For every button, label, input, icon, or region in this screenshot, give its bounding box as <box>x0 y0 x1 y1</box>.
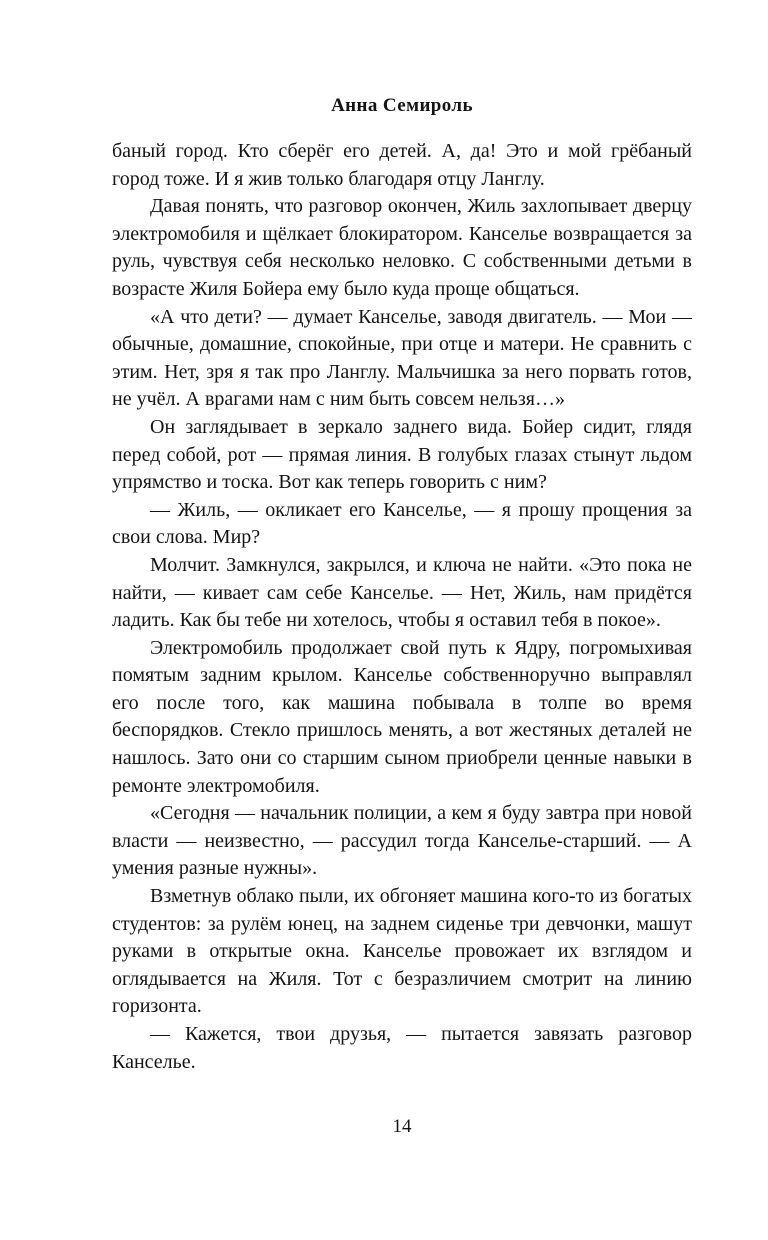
paragraph: баный город. Кто сберёг его детей. А, да! Это и мой грёбаный город тоже. И я жив только благодаря отцу Ланглу. <box>112 140 692 190</box>
body-text <box>112 138 692 1076</box>
paragraph: — Кажется, твои друзья, — пытается завязать разговор Канселье. <box>112 1023 692 1073</box>
paragraph: Давая понять, что разговор окончен, Жиль захлопывает дверцу электромобиля и щёлкает блокиратором. Канселье возвращается за руль, чувствуя себя несколько неловко. С собственными детьми в возрасте Жиля Бойера ему было куда проще общаться. <box>112 195 692 300</box>
paragraph: «А что дети? — думает Канселье, заводя двигатель. — Мои — обычные, домашние, спокойные, при отце и матери. Не сравнить с этим. Нет, зря я так про Ланглу. Мальчишка за него порвать готов, не учёл. А врагами нам с ним быть совсем нельзя…» <box>112 305 692 411</box>
paragraph: — Жиль, — окликает его Канселье, — я прошу прощения за свои слова. Мир? <box>112 498 692 549</box>
page-number: 14 <box>392 1116 412 1137</box>
running-head: Анна Семироль <box>331 95 473 116</box>
paragraph: Он заглядывает в зеркало заднего вида. Бойер сидит, глядя перед собой, рот — прямая линия. В голубых глазах стынут льдом упрямство и тоска. Вот как теперь говорить с ним? <box>112 415 692 494</box>
paragraph: Молчит. Замкнулся, закрылся, и ключа не найти. «Это пока не найти, — кивает сам себе Канселье. — Нет, Жиль, нам придётся ладить. Как бы тебе ни хотелось, чтобы я оставил тебя в покое». <box>112 553 692 632</box>
paragraph: Электромобиль продолжает свой путь к Ядру, погромыхивая помятым задним крылом. Канселье собственноручно выправлял его после того, как машина побывала в толпе во время беспорядков. Стекло пришлось менять, а вот жестяных деталей не нашлось. Зато они со старшим сыном приобрели ценные навыки в ремонте электромобиля. <box>112 636 692 797</box>
paragraph: Взметнув облако пыли, их обгоняет машина кого-то из богатых студентов: за рулём юнец, на заднем сиденье три девчонки, машут руками в открытые окна. Канселье провожает их взглядом и оглядывается на Жиля. Тот с безразличием смотрит на линию горизонта. <box>112 885 692 1018</box>
paragraph: «Сегодня — начальник полиции, а кем я буду завтра при новой власти — неизвестно, — рассудил тогда Канселье-старший. — А умения разные нужны». <box>112 802 692 880</box>
